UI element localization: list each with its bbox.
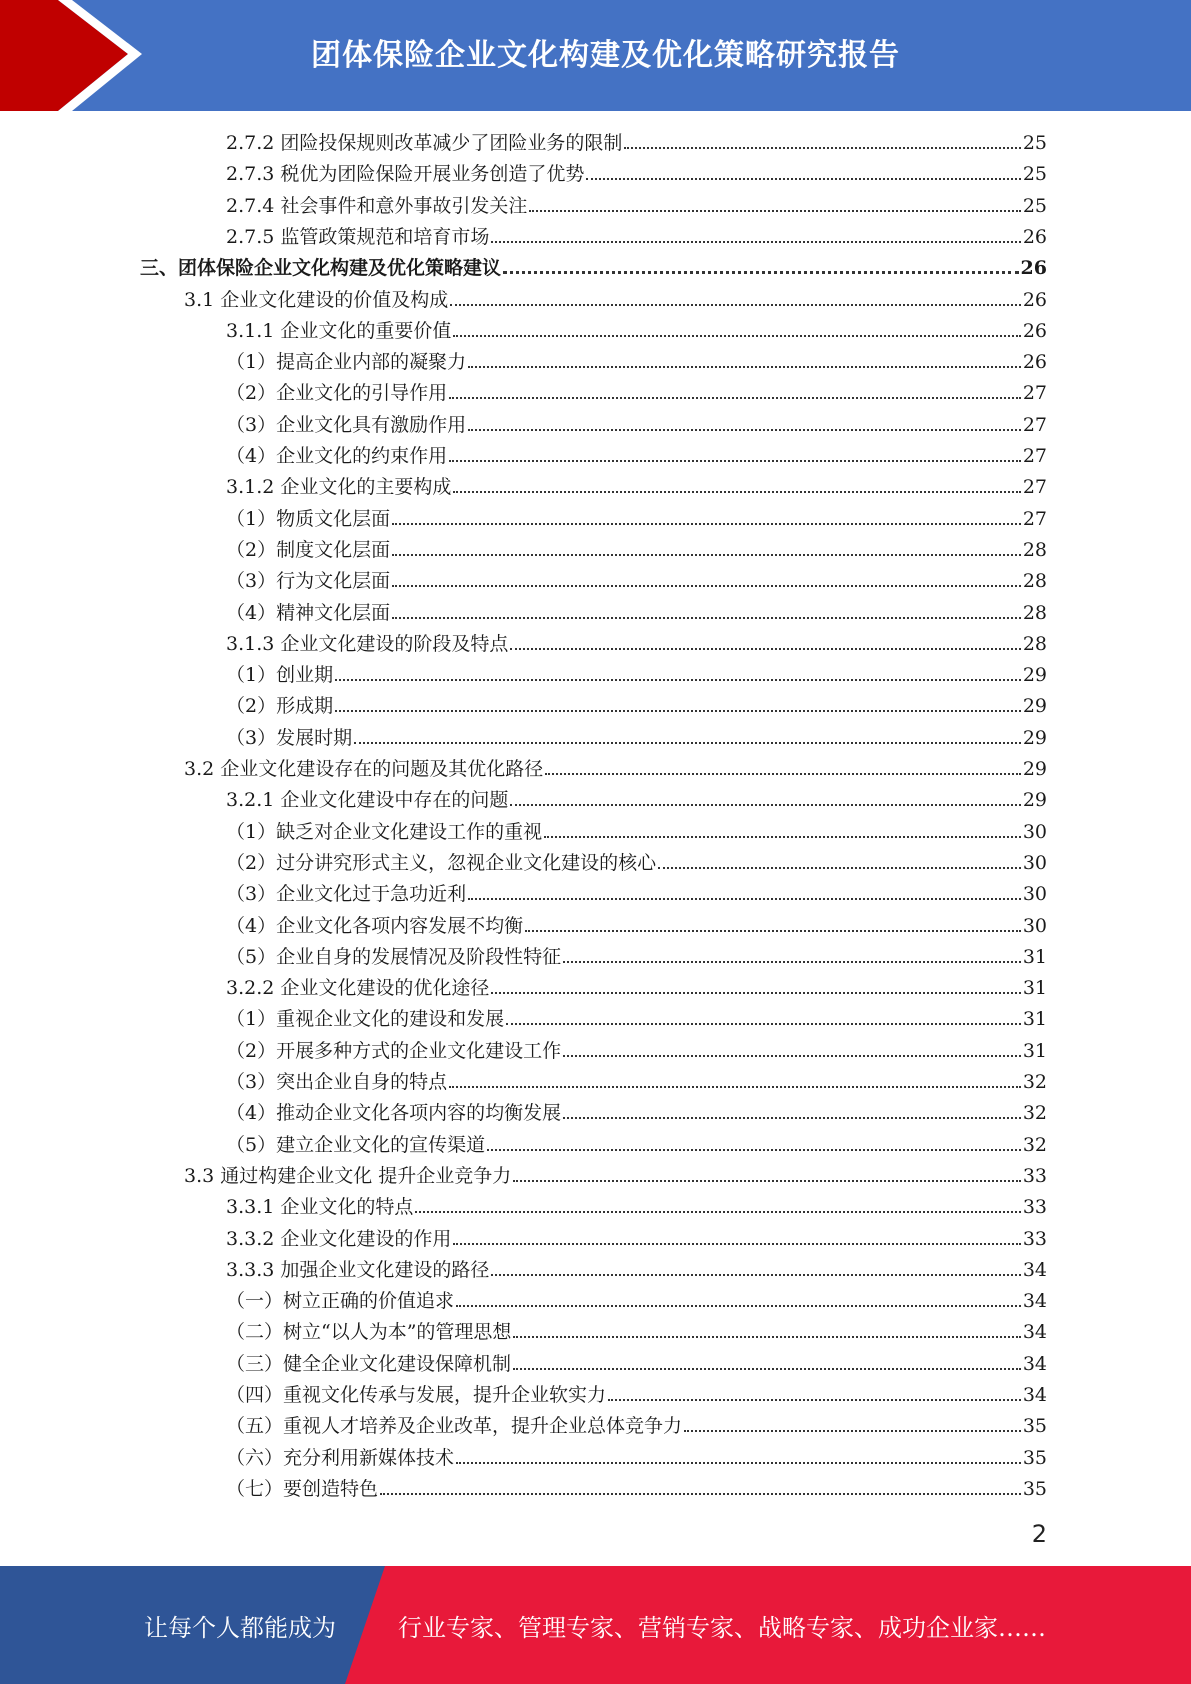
toc-entry-label: （五）重视人才培养及企业改革，提升企业总体竞争力 — [226, 1415, 683, 1438]
toc-entry-label: 3.3.2 企业文化建设的作用 — [226, 1227, 452, 1250]
toc-entry[interactable] — [226, 468, 1047, 499]
toc-entry[interactable] — [226, 1126, 1047, 1157]
toc-leader-dots — [380, 1493, 1021, 1495]
toc-entry[interactable] — [226, 155, 1047, 186]
toc-leader-dots — [624, 147, 1020, 149]
page-header — [0, 0, 1191, 111]
toc-entry-label: （3）企业文化过于急功近利 — [226, 883, 467, 906]
document-title: 团体保险企业文化构建及优化策略研究报告 — [311, 38, 900, 73]
toc-leader-dots — [491, 241, 1020, 243]
toc-entry-page: 28 — [1022, 570, 1047, 593]
toc-entry-page: 29 — [1022, 726, 1047, 749]
toc-entry[interactable] — [226, 1032, 1047, 1063]
toc-entry[interactable] — [226, 1313, 1047, 1344]
toc-entry[interactable] — [226, 312, 1047, 343]
toc-entry[interactable] — [226, 124, 1047, 155]
toc-entry-label: （4）企业文化各项内容发展不均衡 — [226, 914, 524, 937]
footer-slogan-right: 行业专家、管理专家、营销专家、战略专家、成功企业家…… — [398, 1613, 1046, 1642]
toc-leader-dots — [449, 460, 1021, 462]
toc-entry-page: 27 — [1022, 382, 1047, 405]
toc-entry[interactable] — [184, 750, 1047, 781]
toc-entry[interactable] — [226, 500, 1047, 531]
toc-entry-page: 33 — [1022, 1196, 1047, 1219]
toc-leader-dots — [354, 742, 1021, 744]
toc-entry[interactable] — [140, 249, 1047, 280]
toc-entry[interactable] — [226, 719, 1047, 750]
toc-entry[interactable] — [226, 1063, 1047, 1094]
toc-leader-dots — [449, 1086, 1021, 1088]
toc-leader-dots — [529, 210, 1020, 212]
toc-entry[interactable] — [226, 343, 1047, 374]
toc-leader-dots — [491, 992, 1020, 994]
toc-entry-label: （3）企业文化具有激励作用 — [226, 413, 467, 436]
toc-entry-page: 31 — [1022, 1008, 1047, 1031]
toc-entry[interactable] — [226, 687, 1047, 718]
toc-leader-dots — [468, 366, 1021, 368]
toc-leader-dots — [456, 1305, 1021, 1307]
toc-entry-page: 27 — [1022, 413, 1047, 436]
toc-entry[interactable] — [226, 594, 1047, 625]
toc-entry-label: 3.1.1 企业文化的重要价值 — [226, 319, 452, 342]
toc-entry-page: 32 — [1022, 1102, 1047, 1125]
toc-leader-dots — [335, 679, 1021, 681]
toc-entry-label: （3）发展时期 — [226, 726, 353, 749]
toc-entry[interactable] — [226, 1407, 1047, 1438]
toc-entry[interactable] — [226, 1439, 1047, 1470]
toc-entry[interactable] — [226, 781, 1047, 812]
toc-entry-page: 34 — [1022, 1352, 1047, 1375]
toc-entry-label: （2）形成期 — [226, 695, 334, 718]
toc-entry-page: 34 — [1022, 1321, 1047, 1344]
toc-leader-dots — [513, 1180, 1021, 1182]
toc-entry[interactable] — [226, 1345, 1047, 1376]
toc-leader-dots — [503, 271, 1019, 274]
toc-entry[interactable] — [226, 1188, 1047, 1219]
toc-entry[interactable] — [226, 907, 1047, 938]
toc-leader-dots — [392, 554, 1021, 556]
toc-entry-label: （七）要创造特色 — [226, 1477, 379, 1500]
toc-leader-dots — [453, 1243, 1020, 1245]
toc-entry-label: （2）企业文化的引导作用 — [226, 382, 448, 405]
toc-leader-dots — [491, 1274, 1020, 1276]
toc-leader-dots — [544, 836, 1021, 838]
toc-entry[interactable] — [226, 1470, 1047, 1501]
toc-entry-label: （2）过分讲究形式主义，忽视企业文化建设的核心 — [226, 851, 657, 874]
toc-entry-label: （3）突出企业自身的特点 — [226, 1071, 448, 1093]
toc-entry-page: 34 — [1022, 1258, 1047, 1281]
toc-leader-dots — [525, 930, 1021, 932]
toc-entry-page: 26 — [1022, 225, 1047, 248]
toc-entry[interactable] — [226, 374, 1047, 405]
toc-entry-page: 32 — [1022, 1133, 1047, 1156]
toc-entry-label: 2.7.5 监管政策规范和培育市场 — [226, 225, 490, 248]
toc-leader-dots — [449, 397, 1021, 399]
toc-entry-label: 3.1.2 企业文化的主要构成 — [226, 476, 452, 499]
toc-entry-label: （3）行为文化层面 — [226, 570, 391, 593]
toc-entry[interactable] — [184, 1157, 1047, 1188]
toc-entry[interactable] — [226, 938, 1047, 969]
toc-entry-page: 27 — [1022, 445, 1047, 467]
page-number: 2 — [1031, 1520, 1047, 1548]
toc-entry[interactable] — [226, 406, 1047, 437]
toc-entry-page: 27 — [1022, 476, 1047, 499]
toc-entry-page: 29 — [1022, 789, 1047, 812]
toc-entry-page: 26 — [1020, 257, 1047, 280]
toc-entry-page: 35 — [1022, 1415, 1047, 1438]
toc-entry-label: 三、团体保险企业文化构建及优化策略建议 — [140, 257, 502, 280]
toc-leader-dots — [563, 1117, 1021, 1119]
toc-entry-label: （5）企业自身的发展情况及阶段性特征 — [226, 945, 562, 968]
toc-entry-page: 34 — [1022, 1384, 1047, 1406]
toc-entry-page: 31 — [1022, 1039, 1047, 1062]
toc-entry-page: 26 — [1022, 351, 1047, 374]
toc-leader-dots — [468, 898, 1021, 900]
toc-entry[interactable] — [226, 969, 1047, 1000]
toc-leader-dots — [468, 429, 1021, 431]
toc-entry-label: 3.1 企业文化建设的价值及构成 — [184, 288, 449, 311]
toc-entry[interactable] — [184, 281, 1047, 312]
toc-entry-label: （2）开展多种方式的企业文化建设工作 — [226, 1039, 562, 1062]
toc-leader-dots — [392, 617, 1021, 619]
toc-entry-page: 28 — [1022, 538, 1047, 561]
toc-entry-label: （二）树立“以人为本”的管理思想 — [226, 1321, 512, 1344]
toc-entry-label: 3.3.3 加强企业文化建设的路径 — [226, 1258, 490, 1281]
toc-entry[interactable] — [226, 656, 1047, 687]
toc-entry[interactable] — [226, 1220, 1047, 1251]
toc-leader-dots — [453, 491, 1020, 493]
toc-leader-dots — [450, 304, 1021, 306]
toc-entry-label: （4）精神文化层面 — [226, 601, 391, 624]
toc-entry-label: 2.7.4 社会事件和意外事故引发关注 — [226, 194, 528, 217]
toc-leader-dots — [684, 1430, 1021, 1432]
toc-entry-label: （三）健全企业文化建设保障机制 — [226, 1352, 512, 1375]
footer-slogan-left: 让每个人都能成为 — [144, 1613, 336, 1642]
toc-entry-page: 34 — [1022, 1290, 1047, 1313]
toc-leader-dots — [586, 178, 1020, 180]
toc-leader-dots — [510, 648, 1020, 650]
toc-leader-dots — [510, 804, 1020, 806]
toc-entry[interactable] — [226, 1000, 1047, 1031]
toc-entry-page: 30 — [1022, 820, 1047, 843]
toc-entry-page: 27 — [1022, 507, 1047, 530]
toc-entry-label: （1）物质文化层面 — [226, 507, 391, 530]
toc-entry-label: （4）推动企业文化各项内容的均衡发展 — [226, 1102, 562, 1125]
toc-entry-page: 30 — [1022, 914, 1047, 937]
toc-leader-dots — [608, 1399, 1021, 1401]
toc-entry-page: 33 — [1022, 1227, 1047, 1250]
toc-entry-label: 3.2.1 企业文化建设中存在的问题 — [226, 789, 509, 812]
toc-entry[interactable] — [226, 1251, 1047, 1282]
toc-entry-label: 2.7.2 团险投保规则改革减少了团险业务的限制 — [226, 132, 623, 154]
toc-entry-label: 3.2 企业文化建设存在的问题及其优化路径 — [184, 758, 544, 780]
toc-entry-label: 2.7.3 税优为团险保险开展业务创造了优势 — [226, 163, 585, 186]
toc-entry-page: 28 — [1022, 632, 1047, 655]
toc-leader-dots — [513, 1336, 1020, 1338]
toc-entry-page: 25 — [1022, 194, 1047, 217]
toc-leader-dots — [335, 710, 1021, 712]
toc-leader-dots — [487, 1149, 1021, 1151]
toc-entry[interactable] — [226, 531, 1047, 562]
toc-entry-page: 29 — [1022, 695, 1047, 718]
toc-entry-page: 25 — [1022, 132, 1047, 154]
toc-entry[interactable] — [226, 562, 1047, 593]
toc-entry-page: 30 — [1022, 883, 1047, 906]
toc-leader-dots — [563, 961, 1021, 963]
toc-leader-dots — [563, 1055, 1021, 1057]
toc-entry-label: 3.3.1 企业文化的特点 — [226, 1196, 414, 1219]
toc-entry-page: 35 — [1022, 1477, 1047, 1500]
toc-entry-page: 26 — [1022, 288, 1047, 311]
toc-entry-label: （5）建立企业文化的宣传渠道 — [226, 1133, 486, 1156]
toc-entry-label: （1）重视企业文化的建设和发展 — [226, 1008, 505, 1031]
toc-entry-page: 35 — [1022, 1446, 1047, 1469]
toc-leader-dots — [545, 773, 1021, 775]
toc-entry[interactable] — [226, 1376, 1047, 1407]
page-footer — [0, 1566, 1191, 1684]
toc-entry[interactable] — [226, 875, 1047, 906]
toc-leader-dots — [506, 1023, 1021, 1025]
toc-entry-label: （一）树立正确的价值追求 — [226, 1290, 455, 1313]
toc-entry-page: 28 — [1022, 601, 1047, 624]
toc-entry[interactable] — [226, 813, 1047, 844]
toc-entry[interactable] — [226, 187, 1047, 218]
toc-leader-dots — [392, 585, 1021, 587]
toc-entry-page: 31 — [1022, 945, 1047, 968]
toc-entry-label: （1）提高企业内部的凝聚力 — [226, 351, 467, 374]
toc-leader-dots — [513, 1368, 1021, 1370]
toc-entry-label: （2）制度文化层面 — [226, 538, 391, 561]
toc-entry[interactable] — [226, 437, 1047, 468]
toc-entry-page: 32 — [1022, 1071, 1047, 1093]
toc-leader-dots — [415, 1211, 1020, 1213]
toc-entry-page: 29 — [1022, 758, 1047, 780]
toc-entry-label: （1）缺乏对企业文化建设工作的重视 — [226, 820, 543, 843]
toc-leader-dots — [456, 1462, 1021, 1464]
toc-leader-dots — [658, 867, 1021, 869]
toc-entry-label: 3.3 通过构建企业文化 提升企业竞争力 — [184, 1164, 512, 1187]
toc-entry-label: （六）充分利用新媒体技术 — [226, 1446, 455, 1469]
toc-entry[interactable] — [226, 844, 1047, 875]
toc-entry-page: 26 — [1022, 319, 1047, 342]
toc-entry-label: 3.2.2 企业文化建设的优化途径 — [226, 977, 490, 1000]
toc-entry-page: 33 — [1022, 1164, 1047, 1187]
toc-entry-label: （1）创业期 — [226, 664, 334, 687]
toc-leader-dots — [392, 523, 1021, 525]
toc-entry-page: 31 — [1022, 977, 1047, 1000]
toc-entry-page: 29 — [1022, 664, 1047, 687]
toc-entry[interactable] — [226, 625, 1047, 656]
toc-entry[interactable] — [226, 218, 1047, 249]
toc-entry-label: 3.1.3 企业文化建设的阶段及特点 — [226, 632, 509, 655]
toc-entry-page: 25 — [1022, 163, 1047, 186]
toc-entry[interactable] — [226, 1094, 1047, 1125]
toc-entry[interactable] — [226, 1282, 1047, 1313]
toc-entry-label: （4）企业文化的约束作用 — [226, 445, 448, 467]
toc-entry-page: 30 — [1022, 851, 1047, 874]
toc-leader-dots — [453, 335, 1020, 337]
toc-entry-label: （四）重视文化传承与发展，提升企业软实力 — [226, 1384, 607, 1406]
